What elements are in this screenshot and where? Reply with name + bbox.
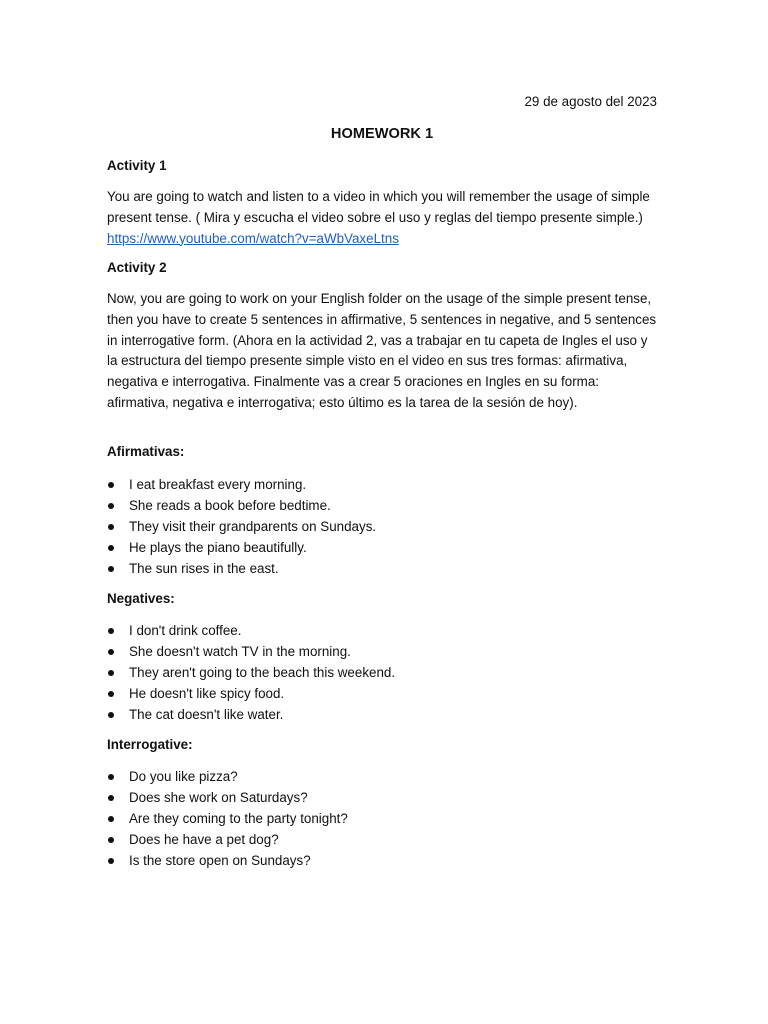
list-item: They aren't going to the beach this weekend. <box>107 662 657 683</box>
interrogatives-list <box>107 766 657 871</box>
bullet-icon <box>108 795 114 801</box>
list-item: She doesn't watch TV in the morning. <box>107 641 657 662</box>
negatives-heading: Negatives: <box>107 591 175 606</box>
negatives-list <box>107 620 657 725</box>
activity-1-text: You are going to watch and listen to a video in which you will remember the usage of simple present tense. ( Mira y escucha el video sobre el uso y reglas del tiempo presente simple.) <box>107 189 650 225</box>
bullet-icon <box>108 691 114 697</box>
bullet-icon <box>108 670 114 676</box>
youtube-video-link[interactable]: https://www.youtube.com/watch?v=aWbVaxeLtns <box>107 230 399 246</box>
document-page <box>107 0 657 1024</box>
activity-2-paragraph: Now, you are going to work on your English folder on the usage of the simple present tense, then you have to create 5 sentences in affirmative, 5 sentences in negative, and 5 sentences in interrogative form. (Ahora en la actividad 2, vas a trabajar en tu capeta de Ingles el uso y la estructura del tiempo presente simple visto en el video en sus tres formas: afirmativa, negativa e interrogativa. Finalmente vas a crear 5 oraciones en Ingles en su forma: afirmativa, negativa e interrogativa; esto último es la tarea de la sesión de hoy). <box>107 291 657 410</box>
list-item: Is the store open on Sundays? <box>107 850 657 871</box>
bullet-icon <box>108 545 114 551</box>
list-item: I don't drink coffee. <box>107 620 657 641</box>
bullet-icon <box>108 774 114 780</box>
activity-1-paragraph <box>107 187 657 249</box>
bullet-icon <box>108 628 114 634</box>
bullet-icon <box>108 858 114 864</box>
bullet-icon <box>108 816 114 822</box>
bullet-icon <box>108 649 114 655</box>
bullet-icon <box>108 524 114 530</box>
bullet-icon <box>108 503 114 509</box>
list-item: They visit their grandparents on Sundays. <box>107 516 657 537</box>
document-title: HOMEWORK 1 <box>330 126 434 142</box>
list-item: Does he have a pet dog? <box>107 829 657 850</box>
list-item: He plays the piano beautifully. <box>107 537 657 558</box>
list-item: The cat doesn't like water. <box>107 704 657 725</box>
interrogatives-heading: Interrogative: <box>107 737 193 752</box>
bullet-icon <box>108 837 114 843</box>
activity-1-heading: Activity 1 <box>107 158 167 173</box>
bullet-icon <box>108 482 114 488</box>
list-item: Are they coming to the party tonight? <box>107 808 657 829</box>
list-item: Does she work on Saturdays? <box>107 787 657 808</box>
list-item: She reads a book before bedtime. <box>107 495 657 516</box>
document-date: 29 de agosto del 2023 <box>524 94 657 109</box>
list-item: I eat breakfast every morning. <box>107 474 657 495</box>
bullet-icon <box>108 566 114 572</box>
affirmatives-heading: Afirmativas: <box>107 444 185 459</box>
list-item: The sun rises in the east. <box>107 558 657 579</box>
bullet-icon <box>108 712 114 718</box>
list-item: He doesn't like spicy food. <box>107 683 657 704</box>
activity-2-heading: Activity 2 <box>107 260 167 275</box>
affirmatives-list <box>107 474 657 579</box>
list-item: Do you like pizza? <box>107 766 657 787</box>
